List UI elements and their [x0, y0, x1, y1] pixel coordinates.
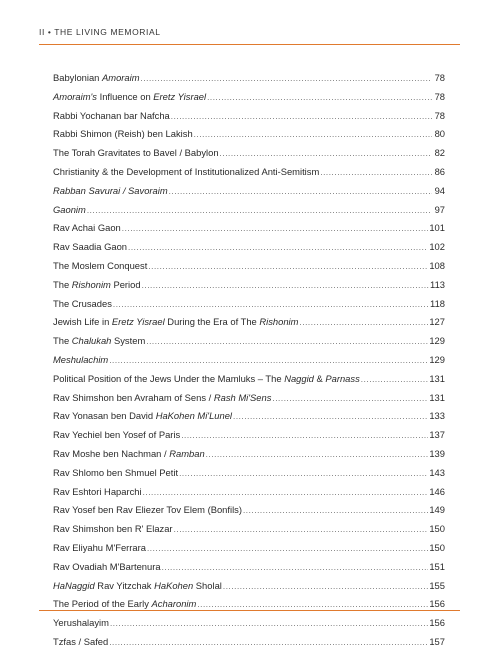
toc-entry-title-text: Political Position of the Jews Under the Mamluks – The	[53, 372, 285, 384]
toc-page-number: 149	[429, 504, 445, 516]
toc-entry	[53, 260, 445, 279]
toc-dot-leader	[320, 168, 432, 177]
toc-entry-title-text: Rabbi Shimon (Reish) ben Lakish	[53, 128, 193, 140]
toc-entry-title	[53, 128, 193, 139]
toc-page-number: 155	[429, 579, 445, 591]
toc-page-number: 139	[429, 447, 445, 459]
toc-entry-title	[53, 354, 108, 365]
toc-dot-leader	[110, 619, 428, 628]
toc-entry-title-italic: Rash Mi'Sens	[213, 391, 272, 403]
toc-entry	[53, 185, 445, 204]
toc-entry-title-italic: Amoraim's	[53, 90, 97, 102]
toc-dot-leader	[179, 469, 428, 478]
toc-entry-title-text: Rav Shimshon ben Avraham of Sens /	[53, 391, 214, 403]
toc-entry	[53, 279, 445, 298]
toc-entry-title	[53, 486, 142, 497]
toc-page-number: 146	[429, 485, 445, 497]
toc-entry-title-text: The Period of the Early	[53, 598, 152, 610]
toc-dot-leader	[243, 506, 428, 515]
toc-entry-title-text: Jewish Life in	[53, 316, 112, 328]
toc-page-number: 129	[429, 335, 445, 347]
toc-dot-leader	[143, 488, 429, 497]
toc-page-number: 143	[429, 466, 445, 478]
toc-entry-title-italic: Gaonim	[53, 203, 86, 215]
toc-dot-leader	[181, 431, 428, 440]
toc-page-number: 127	[429, 316, 445, 328]
toc-entry-title-text: The	[53, 335, 72, 347]
toc-dot-leader	[147, 544, 428, 553]
toc-dot-leader	[206, 450, 429, 459]
toc-dot-leader	[194, 130, 432, 139]
toc-entry-title-text: Christianity & the Development of Institutionalized Anti-Semitism	[53, 165, 320, 177]
toc-entry-title	[53, 429, 180, 440]
toc-entry-title-italic: Amoraim	[102, 72, 140, 83]
toc-entry	[53, 298, 445, 317]
toc-entry	[53, 128, 445, 147]
toc-entry-title-italic: Rabban Savurai / Savoraim	[53, 184, 168, 196]
toc-entry-title-text: During the Era of The	[164, 316, 260, 328]
toc-entry-title	[53, 617, 109, 628]
toc-page-number: 131	[429, 372, 445, 384]
toc-entry-title	[53, 91, 206, 102]
toc-entry-title-text: Rav Eliyahu M'Ferrara	[53, 541, 146, 553]
toc-entry	[53, 467, 445, 486]
toc-dot-leader	[113, 300, 429, 309]
toc-entry-title-italic: HaNaggid	[53, 579, 95, 591]
toc-entry-title	[53, 523, 173, 534]
toc-entry-title	[53, 448, 205, 459]
toc-entry-title-text: Rav Yechiel ben Yosef of Paris	[53, 429, 181, 441]
toc-page-number: 108	[429, 259, 445, 271]
toc-page-number: 82	[434, 147, 445, 159]
toc-entry	[53, 373, 445, 392]
toc-dot-leader	[272, 394, 428, 403]
toc-entry	[53, 523, 445, 542]
toc-entry-title	[53, 542, 146, 553]
toc-entry-title	[53, 72, 140, 83]
toc-entry-title-text: Babylonian	[53, 72, 102, 83]
toc-dot-leader	[361, 375, 429, 384]
toc-entry-title-italic: Ramban	[169, 447, 205, 459]
toc-entry	[53, 110, 445, 129]
header-rule	[39, 44, 460, 45]
toc-entry-title	[53, 373, 360, 384]
toc-entry-title-text: Rav Saadia Gaon	[53, 241, 128, 253]
footer-rule	[39, 610, 460, 611]
toc-dot-leader	[162, 563, 429, 572]
toc-page-number: 113	[430, 278, 445, 290]
toc-entry-title-text: Sholal	[193, 579, 222, 591]
toc-dot-leader	[128, 243, 428, 252]
toc-page-number: 94	[434, 184, 445, 196]
toc-entry	[53, 561, 445, 580]
toc-entry-title	[53, 166, 319, 177]
toc-entry-title	[53, 467, 178, 478]
toc-entry-title-text: Rav Eshtori Haparchi	[53, 485, 142, 497]
toc-entry	[53, 542, 445, 561]
toc-entry-title	[53, 580, 222, 591]
toc-entry-title	[53, 636, 108, 647]
toc-entry	[53, 222, 445, 241]
toc-entry	[53, 580, 445, 599]
toc-entry-title	[53, 110, 170, 121]
toc-page-number: 156	[429, 598, 445, 610]
toc-dot-leader	[146, 337, 428, 346]
toc-page-number: 78	[434, 72, 445, 83]
toc-entry	[53, 166, 445, 185]
toc-entry-title-text: Rav Ovadiah M'Bartenura	[53, 560, 161, 572]
toc-entry	[53, 486, 445, 505]
running-header: II • THE LIVING MEMORIAL	[39, 27, 161, 37]
toc-entry	[53, 410, 445, 429]
toc-page-number: 102	[429, 241, 445, 253]
toc-entry	[53, 91, 445, 110]
toc-entry	[53, 617, 445, 636]
toc-entry	[53, 429, 445, 448]
toc-entry-title-text: Tzfas / Safed	[53, 635, 109, 647]
toc-page-number: 101	[429, 222, 445, 234]
toc-entry-title-italic: HaKohen	[154, 579, 194, 591]
toc-page-number: 80	[434, 128, 445, 140]
toc-entry-title-text: Rav Moshe ben Nachman /	[53, 447, 170, 459]
toc-entry	[53, 316, 445, 335]
toc-entry-title-text: Rav Shlomo ben Shmuel Petit	[53, 466, 179, 478]
toc-entry-title	[53, 298, 112, 309]
toc-entry	[53, 392, 445, 411]
toc-entry	[53, 636, 445, 655]
toc-entry-title-italic: Parnass	[325, 372, 360, 384]
toc-entry-title	[53, 561, 161, 572]
toc-dot-leader	[207, 93, 432, 102]
toc-page-number: 156	[429, 617, 445, 629]
toc-entry-title-text: &	[313, 372, 326, 384]
toc-entry-title	[53, 241, 127, 252]
toc-entry-title-text: The	[53, 278, 72, 290]
toc-dot-leader	[122, 224, 429, 233]
toc-page-number: 157	[429, 635, 445, 647]
toc-dot-leader	[220, 149, 432, 158]
toc-page-number: 78	[434, 109, 445, 121]
toc-entry-title-text: Rav Achai Gaon	[53, 222, 121, 234]
toc-entry-title-italic: Acharonim	[151, 598, 197, 610]
toc-entry-title-text: Yerushalayim	[53, 617, 109, 629]
toc-page-number: 137	[429, 429, 445, 441]
toc-entry-title-text: Period	[110, 278, 141, 290]
toc-entry-title-text: The Moslem Conquest	[53, 259, 148, 271]
toc-entry-title-text: Rav Yosef ben Rav Eliezer Tov Elem (Bonfils)	[53, 504, 242, 516]
toc-entry-title	[53, 392, 271, 403]
toc-dot-leader	[223, 582, 428, 591]
toc-entry-title-italic: Eretz Yisrael	[111, 316, 165, 328]
toc-entry-title	[53, 335, 145, 346]
toc-dot-leader	[197, 600, 428, 609]
toc-entry-title	[53, 204, 86, 215]
toc-entry	[53, 335, 445, 354]
toc-dot-leader	[87, 206, 432, 215]
toc-entry-title-text: Rav Yonasan ben David	[53, 410, 156, 422]
toc-entry	[53, 598, 445, 617]
toc-entry-title	[53, 222, 121, 233]
toc-page-number: 118	[430, 297, 445, 309]
toc-entry-title-text: The Torah Gravitates to Bavel / Babylon	[53, 147, 219, 159]
toc-entry	[53, 354, 445, 373]
toc-entry	[53, 204, 445, 223]
toc-page-number: 129	[429, 353, 445, 365]
toc-entry-title-italic: Naggid	[284, 372, 314, 384]
toc-page-number: 131	[429, 391, 445, 403]
toc-entry-title-italic: HaKohen Mi'Lunel	[155, 410, 233, 422]
toc-entry-title-italic: Rishonim	[259, 316, 299, 328]
toc-page-number: 150	[429, 523, 445, 535]
toc-dot-leader	[174, 525, 429, 534]
toc-entry-title-italic: Rishonim	[71, 278, 111, 290]
toc-entry-title-italic: Meshulachim	[53, 353, 109, 365]
toc-entry-title	[53, 504, 242, 515]
toc-entry	[53, 147, 445, 166]
toc-entry	[53, 241, 445, 260]
toc-entry-title-text: Rav Shimshon ben R' Elazar	[53, 523, 173, 535]
toc-entry-title-italic: Eretz Yisrael	[153, 90, 207, 102]
toc-entry-title-text: Influence on	[96, 90, 154, 102]
toc-dot-leader	[109, 356, 428, 365]
toc-entry-title	[53, 279, 141, 290]
toc-dot-leader	[233, 412, 428, 421]
toc-dot-leader	[171, 112, 432, 121]
toc-page-number: 78	[434, 90, 445, 102]
toc-entry-title	[53, 185, 168, 196]
toc-entry-title	[53, 147, 219, 158]
toc-page-number: 151	[429, 560, 445, 572]
toc-entry-title	[53, 410, 232, 421]
toc-page-number: 133	[429, 410, 445, 422]
toc-dot-leader	[148, 262, 428, 271]
toc-entry-title-text: System	[111, 335, 146, 347]
toc-entry-title	[53, 316, 298, 327]
toc-entry	[53, 448, 445, 467]
toc-dot-leader	[169, 187, 432, 196]
toc-entry-title	[53, 260, 147, 271]
toc-entry-title-text: Rav Yitzchak	[94, 579, 155, 591]
toc-page-number: 97	[434, 203, 445, 215]
toc-dot-leader	[299, 318, 428, 327]
toc-entry	[53, 504, 445, 523]
table-of-contents	[53, 72, 445, 655]
toc-dot-leader	[142, 281, 429, 290]
toc-page-number: 150	[429, 541, 445, 553]
toc-entry-title-text: Rabbi Yochanan bar Nafcha	[53, 109, 170, 121]
toc-entry-title-italic: Chalukah	[71, 335, 112, 347]
toc-dot-leader	[141, 74, 432, 83]
toc-entry-title	[53, 598, 196, 609]
toc-page-number: 86	[434, 165, 445, 177]
toc-entry	[53, 72, 445, 91]
toc-entry-title-text: The Crusades	[53, 297, 112, 309]
